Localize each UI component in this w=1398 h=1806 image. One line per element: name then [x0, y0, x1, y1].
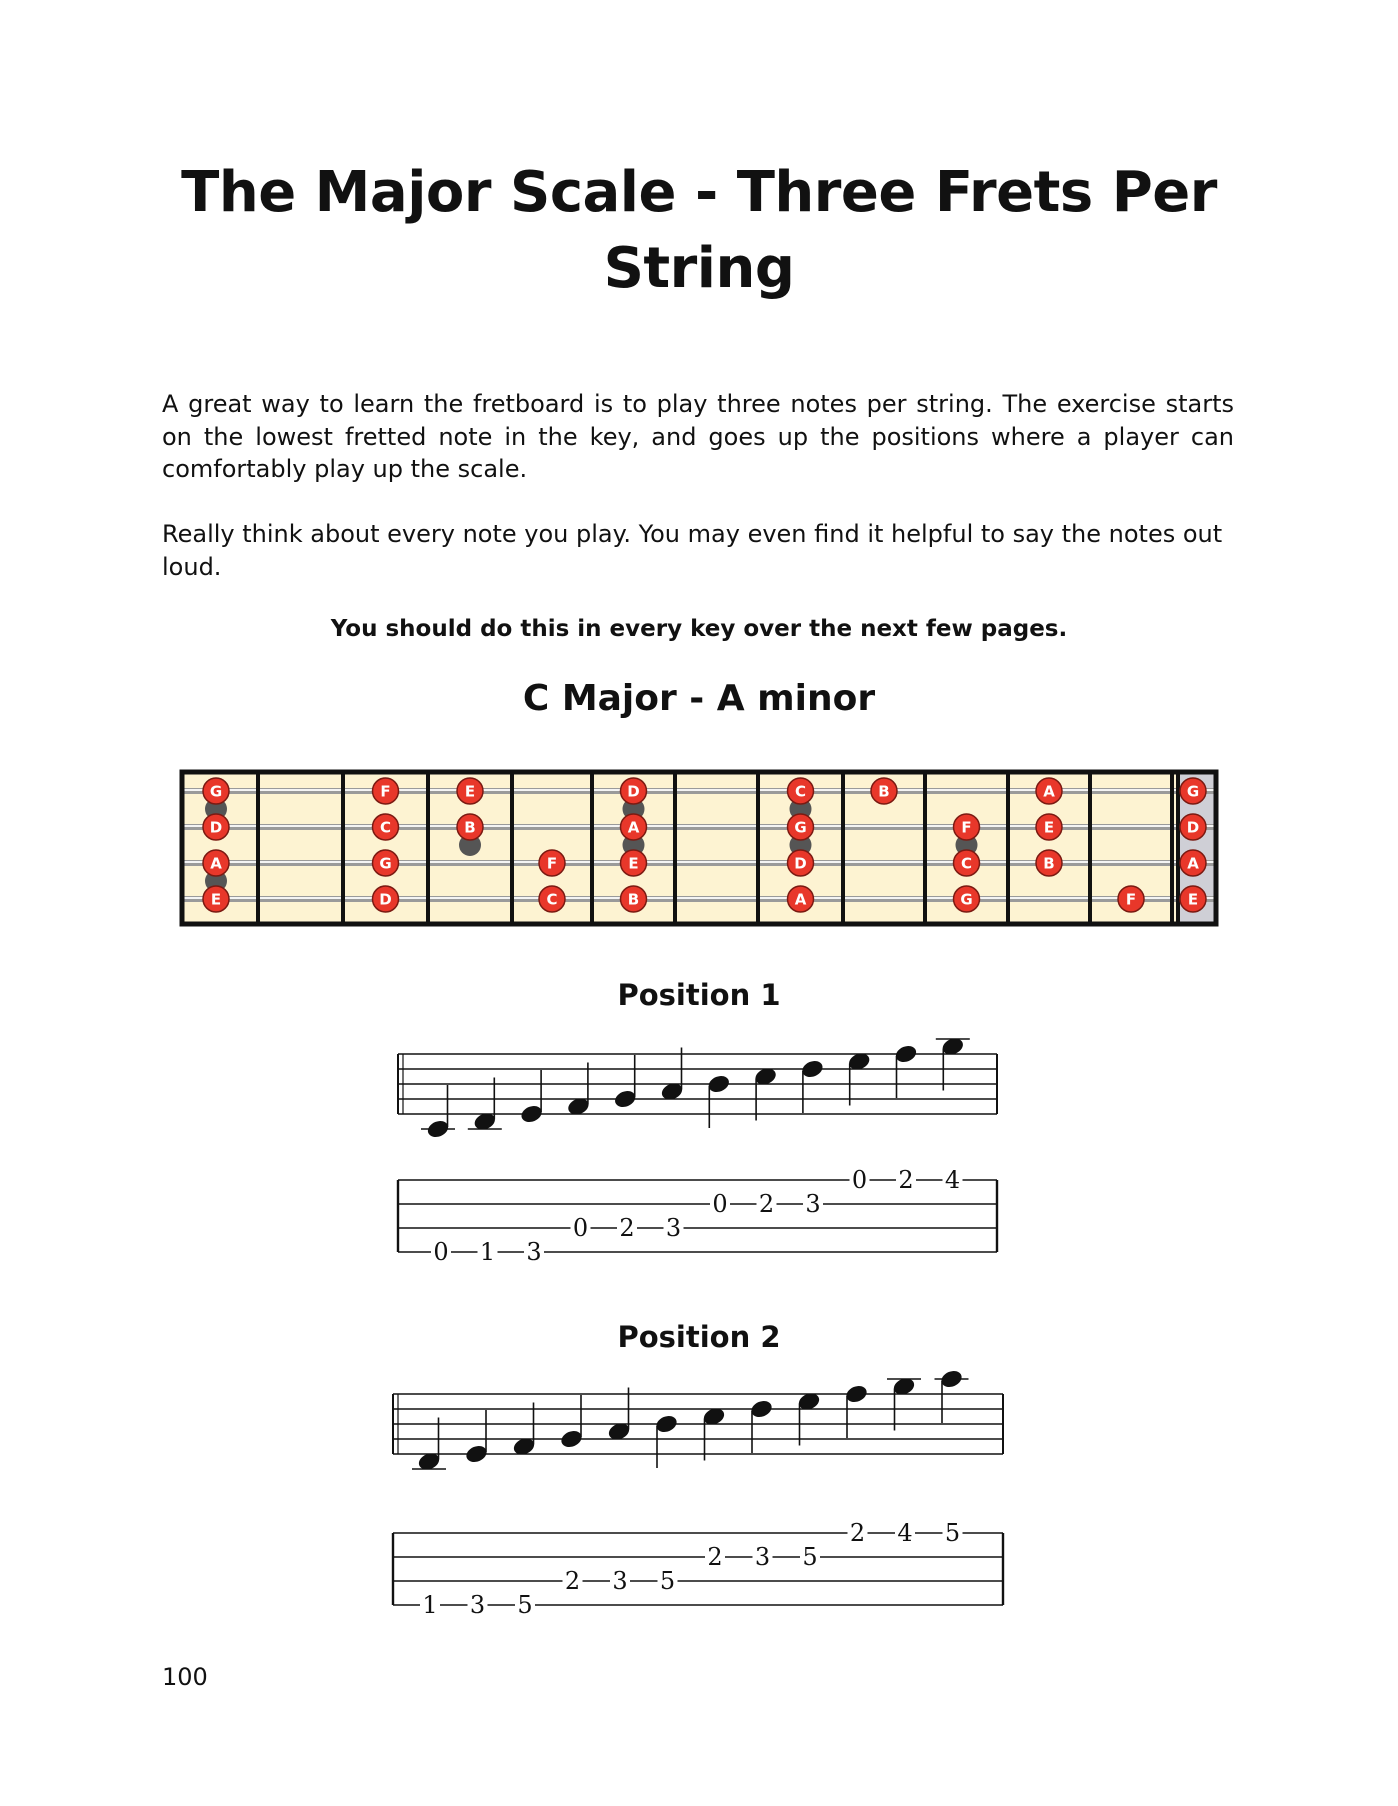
staff-note [844, 1383, 869, 1438]
staff-note [613, 1055, 638, 1110]
fretboard-note-label: C [379, 818, 392, 837]
position-1-staff [0, 1030, 1398, 1150]
fretboard-note-label: A [210, 854, 222, 873]
staff-note [659, 1048, 684, 1103]
fretboard-note-label: B [878, 782, 890, 801]
staff-note [559, 1395, 584, 1450]
fretboard-note-label: A [627, 818, 640, 837]
fretboard-note [539, 886, 565, 912]
fretboard-note [1036, 814, 1062, 840]
fretboard-note-label: F [1125, 890, 1137, 909]
fretboard-note [1180, 814, 1206, 840]
tab-fret-number: 5 [802, 1543, 818, 1571]
position-2-tab [0, 1519, 1398, 1623]
fretboard-note [788, 850, 814, 876]
fretboard-note [203, 814, 229, 840]
staff-note [412, 1418, 446, 1473]
fretboard-note [203, 886, 229, 912]
fretboard-note-label: B [464, 818, 476, 837]
staff-note [701, 1406, 726, 1461]
tab-fret-number: 2 [707, 1543, 723, 1571]
page-title: The Major Scale - Three Frets Per String [181, 160, 1217, 301]
staff-note [749, 1398, 774, 1453]
fretboard-note-label: F [961, 818, 972, 837]
staff-note [936, 1036, 970, 1091]
fretboard-note [954, 886, 980, 912]
fretboard-note [788, 886, 814, 912]
position-2-heading: Position 2 [617, 1320, 781, 1354]
fretboard-note-label: D [794, 854, 807, 873]
fretboard-note [1118, 886, 1144, 912]
fretboard-note-label: D [209, 818, 223, 837]
fretboard-note-label: B [627, 890, 640, 909]
staff-note [796, 1391, 821, 1446]
tab-fret-number: 5 [517, 1591, 533, 1619]
fretboard-note [621, 886, 647, 912]
staff-note [847, 1051, 872, 1106]
tab-fret-number: 4 [944, 1166, 961, 1194]
fretboard-note [203, 778, 229, 804]
position-1-heading: Position 1 [617, 978, 781, 1012]
fretboard-note [621, 850, 647, 876]
fretboard-note-label: E [210, 890, 222, 909]
fretboard-note [373, 814, 399, 840]
fretboard-note-label: B [1043, 854, 1055, 873]
tab-fret-number: 2 [849, 1519, 866, 1547]
tab-fret-number: 5 [944, 1519, 961, 1547]
fretboard-note-label: C [546, 890, 558, 909]
staff-note [887, 1376, 921, 1431]
fretboard-note-label: D [1186, 818, 1200, 837]
fretboard-note [954, 814, 980, 840]
tab-fret-number: 0 [712, 1190, 728, 1218]
fretboard-note-label: E [464, 782, 476, 801]
position-2-staff [0, 1370, 1398, 1490]
staff-note [935, 1368, 969, 1423]
position-1-tab [0, 1166, 1398, 1270]
fretboard-note [1180, 778, 1206, 804]
tab-fret-number: 2 [898, 1166, 914, 1194]
fretboard-note-label: D [379, 890, 392, 909]
staff-note [753, 1066, 778, 1121]
fretboard-note-label: C [960, 854, 973, 873]
page-number: 100 [162, 1663, 208, 1691]
staff-note [800, 1058, 825, 1113]
tab-fret-number: 3 [612, 1567, 628, 1595]
fretboard-note [788, 778, 814, 804]
tab-fret-number: 3 [805, 1190, 821, 1218]
tab-fret-number: 0 [572, 1214, 589, 1242]
key-heading: C Major - A minor [522, 678, 876, 719]
fretboard-note [621, 814, 647, 840]
staff-note [421, 1085, 455, 1140]
fretboard-note [954, 850, 980, 876]
tab-fret-number: 2 [619, 1214, 635, 1242]
fretboard-note [203, 850, 229, 876]
tab-fret-number: 1 [479, 1238, 496, 1266]
fretboard-note-label: C [794, 782, 807, 801]
tab-fret-number: 5 [659, 1567, 676, 1595]
tab-fret-number: 1 [422, 1591, 438, 1619]
fretboard-note-label: A [1187, 854, 1199, 873]
second-paragraph: Really think about every note you play. You may even find it helpful to say the notes out loud. [162, 520, 1223, 581]
staff-note [654, 1413, 679, 1468]
fretboard-note [373, 886, 399, 912]
fretboard-note [539, 850, 565, 876]
staff-note [893, 1043, 918, 1098]
tab-fret-number: 3 [665, 1214, 682, 1242]
fretboard-note-label: G [1186, 782, 1200, 801]
fretboard-note-label: G [794, 818, 807, 837]
tab-fret-number: 2 [758, 1190, 775, 1218]
fretboard-note [871, 778, 897, 804]
staff-note [519, 1070, 544, 1125]
staff-note [566, 1063, 591, 1118]
fretboard-note [457, 814, 483, 840]
staff-note [606, 1388, 631, 1443]
fretboard-note-label: G [379, 854, 392, 873]
fretboard-note [1180, 850, 1206, 876]
fretboard-note [457, 778, 483, 804]
fretboard-note-label: E [628, 854, 639, 873]
fretboard-note [621, 778, 647, 804]
tab-fret-number: 4 [897, 1519, 913, 1547]
fretboard-diagram [0, 760, 1398, 940]
fretboard-note-label: G [960, 890, 973, 909]
intro-paragraph: A great way to learn the fretboard is to play three notes per string. The exercise starts on the lowest fretted note in the key, and goes up the positions where a player can comfortably play up the scale. [162, 390, 1234, 483]
fretboard-note-label: G [209, 782, 223, 801]
fretboard-note-label: E [1187, 890, 1199, 909]
tab-fret-number: 3 [526, 1238, 542, 1266]
tab-fret-number: 3 [754, 1543, 771, 1571]
fretboard-note [1180, 886, 1206, 912]
fretboard-note-label: F [380, 782, 391, 801]
tab-fret-number: 3 [469, 1591, 486, 1619]
fretboard-note-label: A [794, 890, 807, 909]
fretboard-note [373, 778, 399, 804]
fretboard-note-label: F [546, 854, 558, 873]
instruction-text: You should do this in every key over the next few pages. [330, 616, 1068, 642]
staff-note [706, 1073, 731, 1128]
fretboard-note-label: A [1043, 782, 1055, 801]
tab-fret-number: 0 [851, 1166, 868, 1194]
fretboard-note [1036, 778, 1062, 804]
tab-fret-number: 0 [433, 1238, 449, 1266]
staff-note [468, 1078, 502, 1133]
staff-note [511, 1403, 536, 1458]
fretboard-note [373, 850, 399, 876]
fretboard-note-label: D [627, 782, 640, 801]
staff-note [464, 1410, 489, 1465]
tab-fret-number: 2 [564, 1567, 581, 1595]
fretboard-note [788, 814, 814, 840]
fretboard-note [1036, 850, 1062, 876]
fretboard-note-label: E [1043, 818, 1055, 837]
